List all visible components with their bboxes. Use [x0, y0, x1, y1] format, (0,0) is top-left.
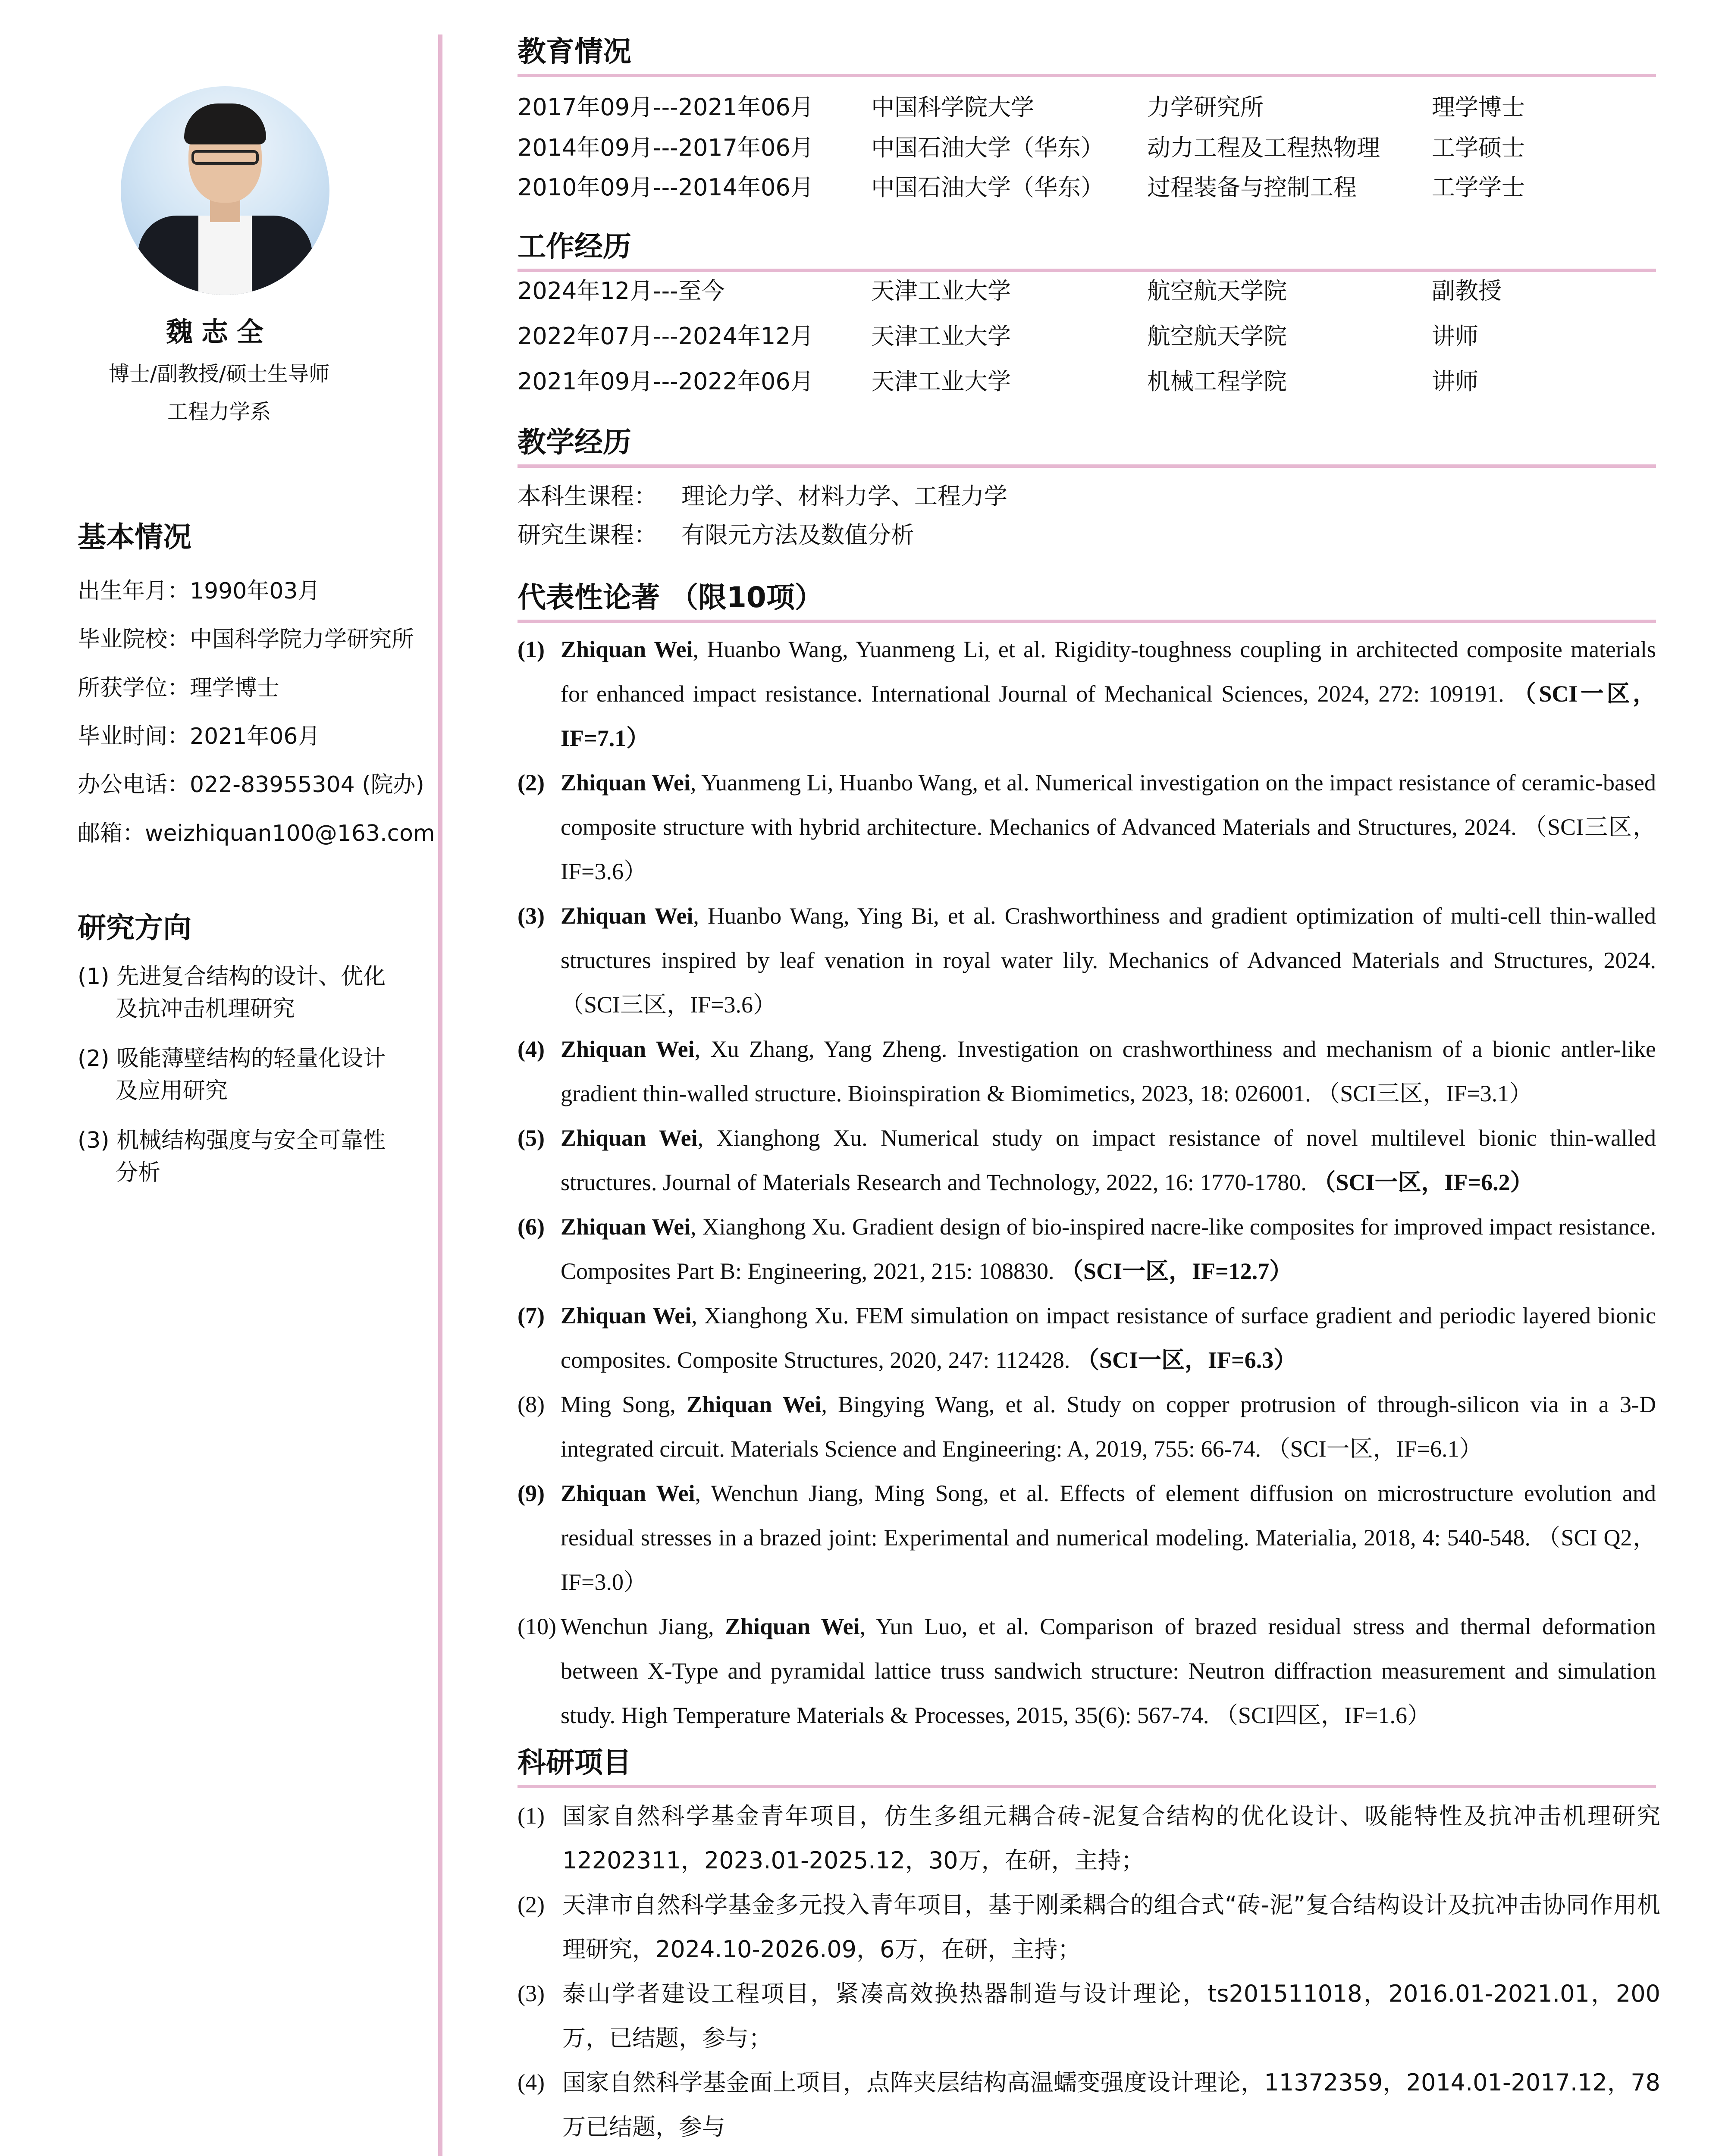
research-item: (2) 吸能薄壁结构的轻量化设计 及应用研究 [78, 1046, 386, 1104]
basic-info-phone: 办公电话：022-83955304 (院办) [78, 772, 424, 798]
education-heading: 教育情况 [518, 28, 1656, 77]
paper-item: (6) Zhiquan Wei, Xianghong Xu. Gradient design of bio-inspired nacre-like composites for improved impact resistance. Composites Part B: Engineering, 2021, 215: 108830. （SCI一区，IF=12.7） [518, 1214, 1656, 1284]
resume-page: 魏志全 博士/副教授/硕士生导师 工程力学系 基本情况 出生年月：1990年03月 毕业院校：中国科学院力学研究所 所获学位：理学博士 毕业时间：2021年06月 办公电话：022-83955304 (院办) 邮箱：weizhiquan100@163.com 研究方向 (1) 先进复合结构的设计、优化 及抗冲击机理研究 (2) 吸能薄壁结构的轻量化设计 及应用研究 (3) 机械结构强度与安全可靠性 分析 教育情况 2017年09月---2021年06月 中国科学院大学 力学研究所 理学博士 2014年09月---2017年06月 中国石油大学（华东） 动力工程及工程热物理 工学硕士 2010年09月---2014年06月 中国石油大学（华东） 过程装备与控制工程 工学学士 工作经历 2024年12月---至今 天津工业大学 航空航天学院 副教授 2022年07月---2024年12月 天津工业大学 航空航天学院 讲师 2021年09月---2022年06月 天津工业大学 机械工程学院 讲师 教学经历 本科生课程： 理论力学、材料力学、工程力学 研究生课程： 有限元方法及数值分析 代表性论著 （限10项） (1) Zhiquan Wei, Huanbo Wang, Yuanmeng Li, et al. Rigidity-toughness coupling in architected composite materials for enhanced impact resistance. International Journal of Mechanical Sciences, 2024, 272: 109191. （SCI一区，IF=7.1） (2) Zhiquan Wei, Yuanmeng Li, Huanbo Wang, et al. Numerical investigation on the impact resistance of ceramic-based composite structure with hybrid architecture. Mechanics of Advanced Materials and Structures, 2024. （SCI三区，IF=3.6） (3) Zhiquan Wei, Huanbo Wang, Ying Bi, et al. Crashworthiness and gradient optimization of multi-cell thin-walled structures inspired by leaf venation in royal water lily. Mechanics of Advanced Materials and Structures, 2024. （SCI三区，IF=3.6） (4) Zhiquan Wei, Xu Zhang, Yang Zheng. Investigation on crashworthiness and mechanism of a bionic antler-like gradient thin-walled structure. Bioinspiration & Biomimetics, 2023, 18: 026001. （SCI三区，IF=3.1） (5) Zhiquan Wei, Xianghong Xu. Numerical study on impact resistance of novel multilevel bionic thin-walled structures. Journal of Materials Research and Technology, 2022, 16: 1770-1780. （SCI一区，IF=6.2） (6) Zhiquan Wei, Xianghong Xu. Gradient design of bio-inspired nacre-like composites for improved impact resistance. Composites Part B: Engineering, 2021, 215: 108830. （SCI一区，IF=12.7） (7) Zhiquan Wei, Xianghong Xu. FEM simulation on impact resistance of surface gradient and periodic layered bionic composites. Composite Structures, 2020, 247: 112428. （SCI一区，IF=6.3） (8) Ming Song, Zhiquan Wei, Bingying Wang, et al. Study on copper protrusion of through-silicon via in a 3-D integrated circuit. Materials Science and Engineering: A, 2019, 755: 66-74. （SCI一区，IF=6.1） (9) Zhiquan Wei, Wenchun Jiang, Ming Song, et al. Effects of element diffusion on microstructure evolution and residual stresses in a brazed joint: Experimental and numerical modeling. Materialia, 2018, 4: 540-548. （SCI Q2，IF=3.0） (10) Wenchun Jiang, Zhiquan Wei, Yun Luo, et al. Comparison of brazed residual stress and thermal deformation between X-Type and pyramidal lattice truss sandwich structure: Neutron diffraction measurement and simulation study. High Temperature Materials & Processes, 2015, 35(6): 567-74. （SCI四区，IF=1.6） 科研项目 (1) 国家自然科学基金青年项目，仿生多组元耦合砖-泥复合结构的优化设计、吸能特性及抗冲击机理研究 12202311，2023.01-2025.12，30万，在研，主持； (2) 天津市自然科学基金多元投入青年项目，基于刚柔耦合的组合式“砖-泥”复合结构设计及抗冲击协同作用机理研究，2024.10-2026.09，6万，在研，主持； (3) 泰山学者建设工程项目，紧凑高效换热器制造与设计理论，ts201511018，2016.01-2021.01，200万，已结题，参与； (4) 国家自然科学基金面上项目，点阵夹层结构高温蠕变强度设计理论，11372359，2014.01-2017.12，78万已结题，参与 [0, 0, 1725, 2156]
paper-item: (1) Zhiquan Wei, Huanbo Wang, Yuanmeng Li, et al. Rigidity-toughness coupling in architected composite materials for enhanced impact resistance. International Journal of Mechanical Sciences, 2024, 272: 109191. （SCI一区，IF=7.1） [518, 636, 1656, 751]
papers-heading: 代表性论著 （限10项） [518, 574, 1656, 623]
project-item: (4) 国家自然科学基金面上项目，点阵夹层结构高温蠕变强度设计理论，11372359，2014.01-2017.12，78万已结题，参与 [518, 2069, 1660, 2140]
teaching-row: 研究生课程： 有限元方法及数值分析 [518, 521, 914, 548]
basic-info-birth: 出生年月：1990年03月 [78, 578, 320, 604]
profile-name: 魏志全 [166, 316, 272, 348]
paper-item: (10) Wenchun Jiang, Zhiquan Wei, Yun Luo, et al. Comparison of brazed residual stress and thermal deformation between X-Type and pyramidal lattice truss sandwich structure: Neutron diffraction measurement and simulation study. High Temperature Materials & Processes, 2015, 35(6): 567-74. （SCI四区，IF=1.6） [518, 1614, 1656, 1728]
profile-title: 博士/副教授/硕士生导师 [108, 362, 330, 386]
basic-info-email: 邮箱：weizhiquan100@163.com [78, 821, 435, 846]
research-item: (3) 机械结构强度与安全可靠性 分析 [78, 1128, 386, 1186]
paper-item: (5) Zhiquan Wei, Xianghong Xu. Numerical study on impact resistance of novel multilevel bionic thin-walled structures. Journal of Materials Research and Technology, 2022, 16: 1770-1780. （SCI一区，IF=6.2） [518, 1125, 1656, 1195]
profile-photo [121, 86, 329, 295]
teaching-row: 本科生课程： 理论力学、材料力学、工程力学 [518, 483, 1007, 510]
project-item: (3) 泰山学者建设工程项目，紧凑高效换热器制造与设计理论，ts201511018，2016.01-2021.01，200万，已结题，参与； [518, 1980, 1660, 2052]
teaching-heading: 教学经历 [518, 419, 1656, 468]
basic-info-degree: 所获学位：理学博士 [78, 675, 280, 701]
work-heading: 工作经历 [518, 223, 1656, 272]
projects-list [518, 1794, 1660, 2149]
paper-item: (8) Ming Song, Zhiquan Wei, Bingying Wang, et al. Study on copper protrusion of through-silicon via in a 3-D integrated circuit. Materials Science and Engineering: A, 2019, 755: 66-74. （SCI一区，IF=6.1） [518, 1391, 1656, 1462]
project-item: (1) 国家自然科学基金青年项目，仿生多组元耦合砖-泥复合结构的优化设计、吸能特性及抗冲击机理研究 12202311，2023.01-2025.12，30万，在研，主持； [518, 1802, 1660, 1874]
basic-info-school: 毕业院校：中国科学院力学研究所 [78, 627, 414, 652]
paper-item: (4) Zhiquan Wei, Xu Zhang, Yang Zheng. Investigation on crashworthiness and mechanism of a bionic antler-like gradient thin-walled structure. Bioinspiration & Biomimetics, 2023, 18: 026001. （SCI三区，IF=3.1） [518, 1036, 1656, 1106]
research-item: (1) 先进复合结构的设计、优化 及抗冲击机理研究 [78, 964, 386, 1022]
projects-heading: 科研项目 [518, 1739, 1656, 1788]
paper-item: (9) Zhiquan Wei, Wenchun Jiang, Ming Song, et al. Effects of element diffusion on microstructure evolution and residual stresses in a brazed joint: Experimental and numerical modeling. Materialia, 2018, 4: 540-548. （SCI Q2，IF=3.0） [518, 1480, 1656, 1595]
basic-info-graduation: 毕业时间：2021年06月 [78, 724, 320, 749]
paper-item: (3) Zhiquan Wei, Huanbo Wang, Ying Bi, et al. Crashworthiness and gradient optimization of multi-cell thin-walled structures inspired by leaf venation in royal water lily. Mechanics of Advanced Materials and Structures, 2024. （SCI三区，IF=3.6） [518, 903, 1656, 1018]
paper-item: (7) Zhiquan Wei, Xianghong Xu. FEM simulation on impact resistance of surface gradient and periodic layered bionic composites. Composite Structures, 2020, 247: 112428. （SCI一区，IF=6.3） [518, 1303, 1656, 1373]
papers-list [518, 627, 1656, 1738]
divider-line [438, 34, 442, 2156]
project-item: (2) 天津市自然科学基金多元投入青年项目，基于刚柔耦合的组合式“砖-泥”复合结构设计及抗冲击协同作用机理研究，2024.10-2026.09，6万，在研，主持； [518, 1891, 1660, 1963]
paper-item: (2) Zhiquan Wei, Yuanmeng Li, Huanbo Wang, et al. Numerical investigation on the impact resistance of ceramic-based composite structure with hybrid architecture. Mechanics of Advanced Materials and Structures, 2024. （SCI三区，IF=3.6） [518, 770, 1656, 884]
profile-department: 工程力学系 [167, 400, 271, 424]
basic-info-heading: 基本情况 [78, 520, 191, 554]
research-heading: 研究方向 [78, 911, 191, 944]
